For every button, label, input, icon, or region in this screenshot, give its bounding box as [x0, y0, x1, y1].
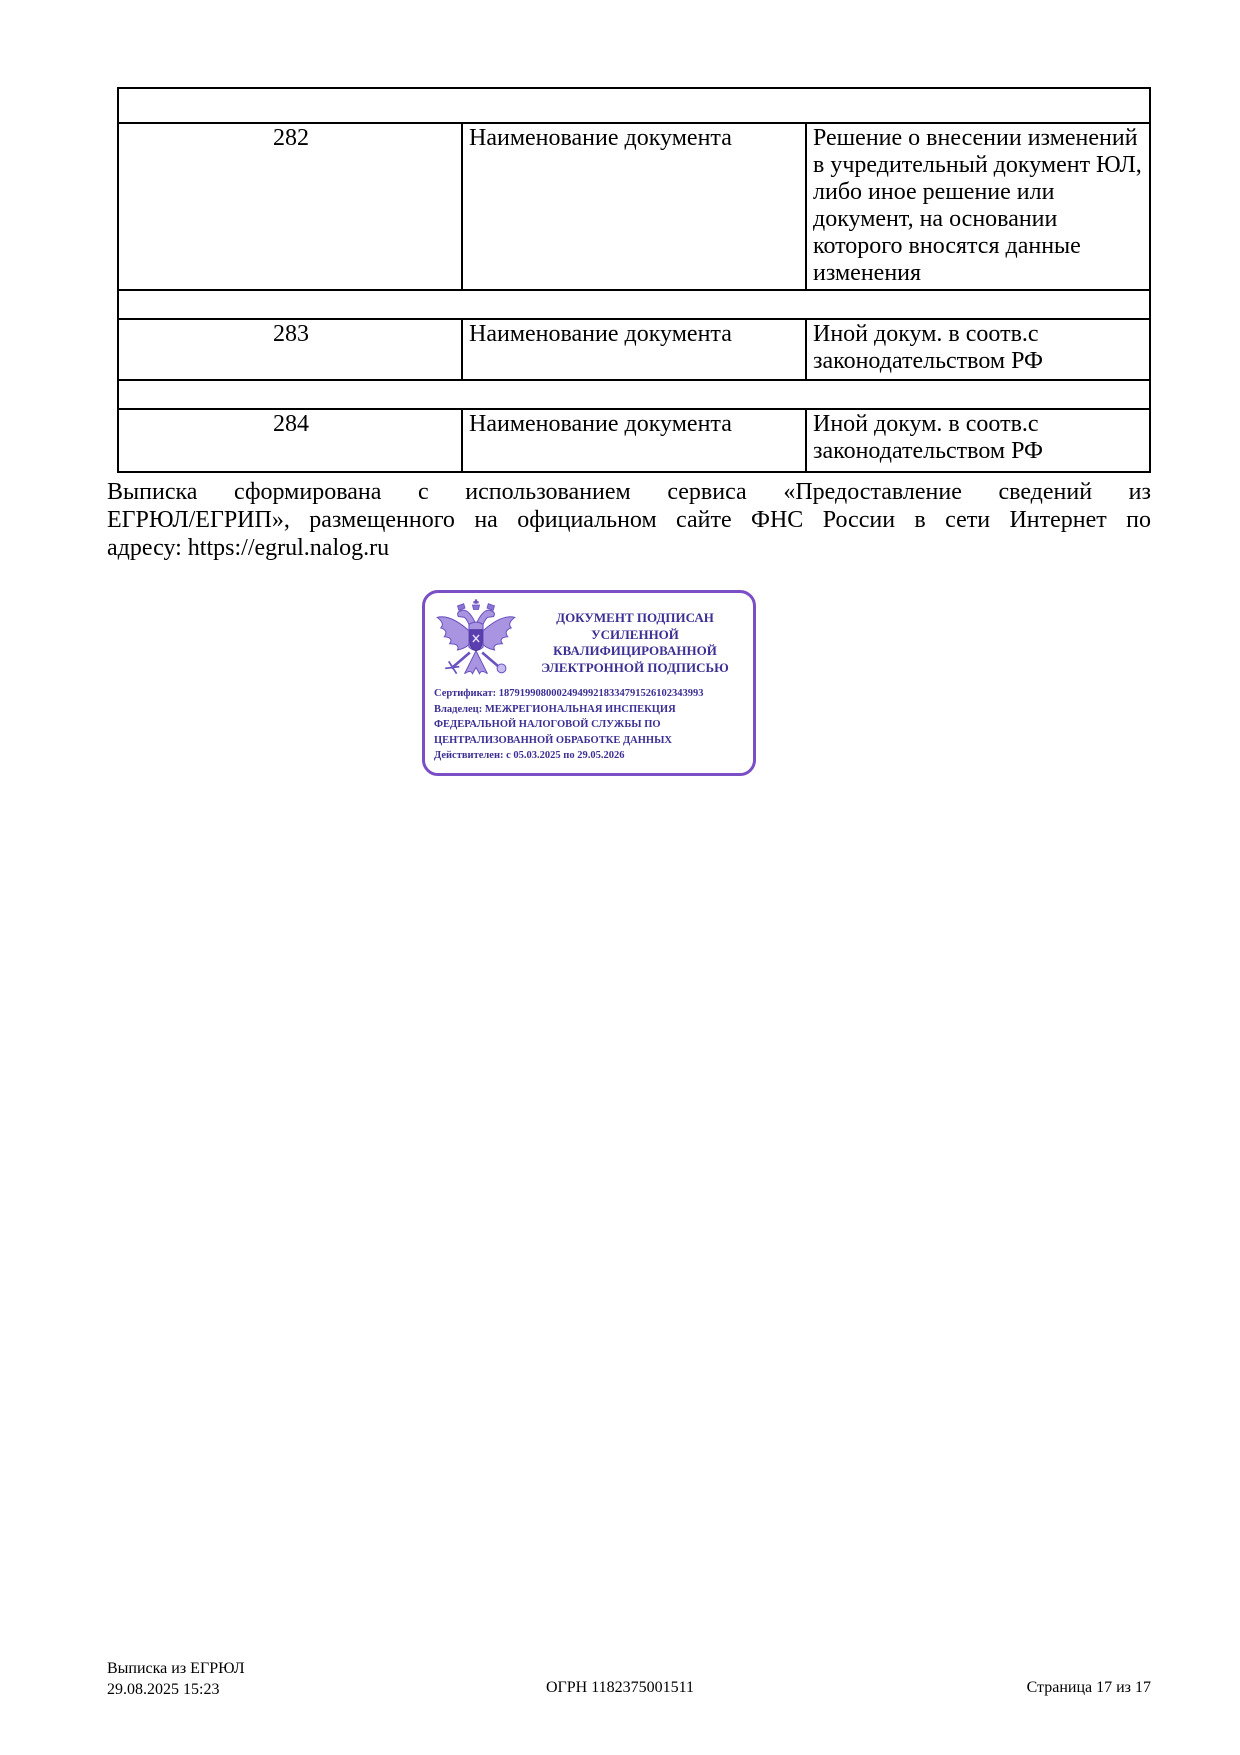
- table-spacer-row: [118, 88, 1150, 123]
- record-label-cell: Наименование документа: [462, 319, 806, 380]
- record-number-cell: 284: [118, 409, 462, 472]
- empty-cell: [118, 290, 1150, 319]
- record-number-cell: 283: [118, 319, 462, 380]
- record-label-cell: Наименование документа: [462, 123, 806, 290]
- signature-stamp: [422, 590, 756, 776]
- certificate-line: Сертификат: 187919908000249499218334791526102343993: [434, 688, 704, 699]
- footer-doc-type: Выписка из ЕГРЮЛ: [107, 1660, 245, 1677]
- table-row: [118, 123, 1150, 290]
- record-value-cell: Решение о внесении изменений в учредительный документ ЮЛ, либо иное решение или документ, на основании которого вносятся данные изменения: [806, 123, 1150, 290]
- service-note-line: ЕГРЮЛ/ЕГРИП», размещенного на официальном сайте ФНС России в сети Интернет по: [107, 507, 1151, 533]
- record-value-cell: Иной докум. в соотв.с законодательством РФ: [806, 319, 1150, 380]
- table-spacer-row: [118, 380, 1150, 409]
- footer-ogrn: ОГРН 1182375001511: [545, 1679, 695, 1696]
- service-note-line: адресу: https://egrul.nalog.ru: [107, 535, 390, 561]
- owner-line: Владелец: МЕЖРЕГИОНАЛЬНАЯ ИНСПЕКЦИЯ ФЕДЕРАЛЬНОЙ НАЛОГОВОЙ СЛУЖБЫ ПО ЦЕНТРАЛИЗОВАННОЙ ОБРАБОТКЕ ДАННЫХ: [434, 703, 676, 746]
- coat-of-arms-eagle-icon: [432, 598, 520, 686]
- footer-datetime: 29.08.2025 15:23: [107, 1681, 220, 1698]
- stamp-title: [521, 610, 749, 676]
- record-value-cell: Иной докум. в соотв.с законодательством РФ: [806, 409, 1150, 472]
- stamp-info: [434, 686, 748, 764]
- stamp-title-line: ЭЛЕКТРОННОЙ ПОДПИСЬЮ: [541, 659, 729, 675]
- footer-page-number: Страница 17 из 17: [1026, 1679, 1151, 1696]
- table-spacer-row: [118, 290, 1150, 319]
- service-note: [107, 478, 1151, 562]
- record-number-cell: 282: [118, 123, 462, 290]
- stamp-title-line: УСИЛЕННОЙ КВАЛИФИЦИРОВАННОЙ: [553, 626, 717, 658]
- table-row: [118, 319, 1150, 380]
- validity-line: Действителен: с 05.03.2025 по 29.05.2026: [434, 750, 625, 761]
- empty-cell: [118, 88, 1150, 123]
- table-row: [118, 409, 1150, 472]
- records-table: [117, 87, 1151, 473]
- stamp-title-line: ДОКУМЕНТ ПОДПИСАН: [556, 610, 714, 625]
- empty-cell: [118, 380, 1150, 409]
- record-label-cell: Наименование документа: [462, 409, 806, 472]
- service-note-line: Выписка сформирована с использованием сервиса «Предоставление сведений из: [107, 479, 1151, 505]
